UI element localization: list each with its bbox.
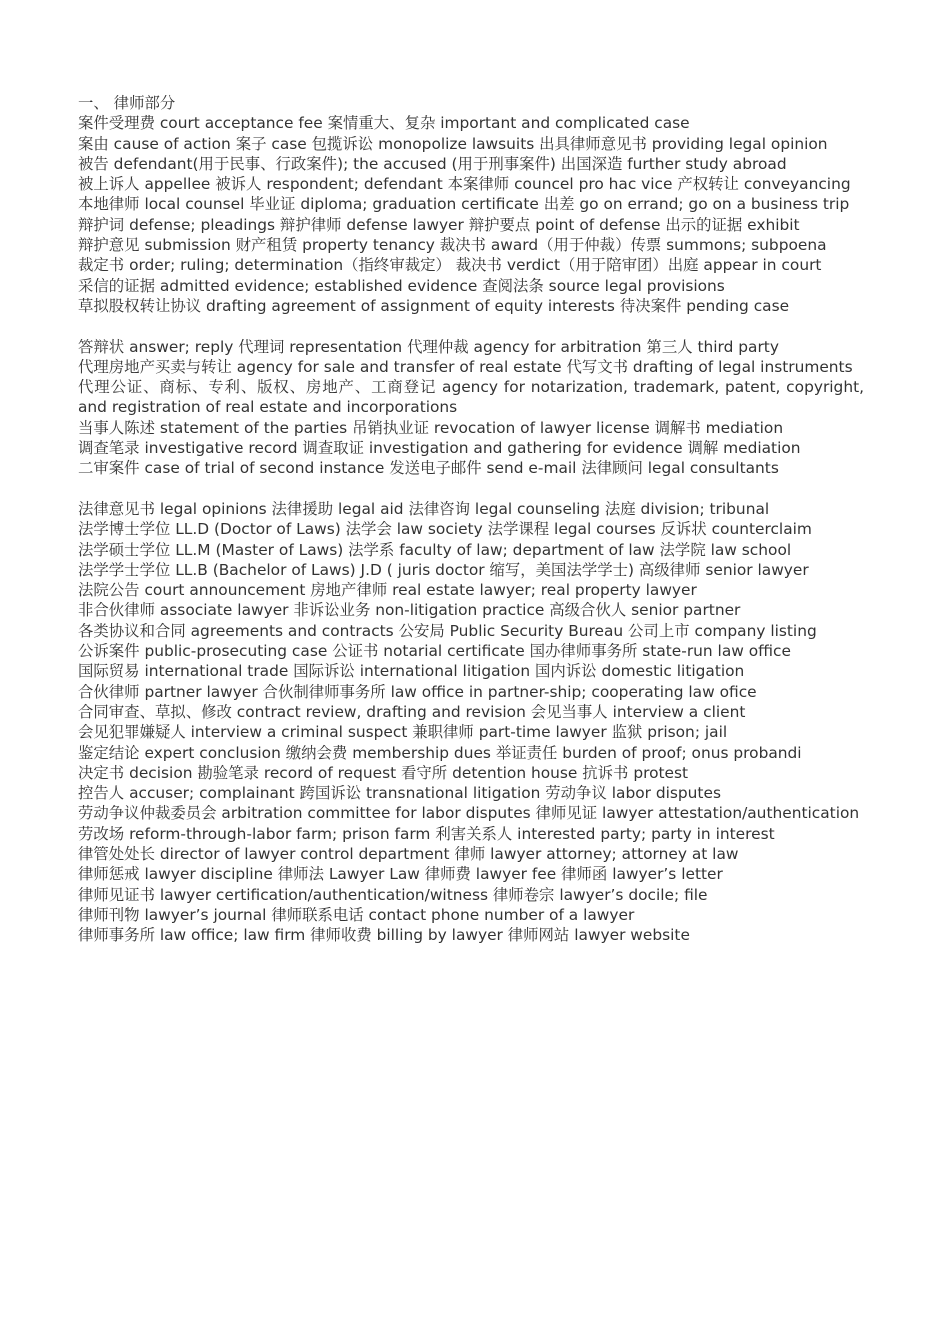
- glossary-line: 答辩状 answer; reply 代理词 representation 代理仲裁 agency for arbitration 第三人 third party: [78, 337, 779, 356]
- glossary-line: 本地律师 local counsel 毕业证 diploma; graduation certificate 出差 go on errand; go on a business trip: [78, 195, 850, 214]
- glossary-line: 采信的证据 admitted evidence; established evidence 查阅法条 source legal provisions: [78, 276, 725, 295]
- glossary-line: 被上诉人 appellee 被诉人 respondent; defendant 本案律师 councel pro hac vice 产权转让 conveyancing: [78, 175, 851, 194]
- blank-line: [78, 316, 864, 336]
- glossary-line: 法学学士学位 LL.B (Bachelor of Laws) J.D ( juris doctor 缩写，美国法学学士) 高级律师 senior lawyer: [78, 560, 809, 579]
- glossary-line: 案件受理费 court acceptance fee 案情重大、复杂 important and complicated case: [78, 114, 690, 133]
- section-heading: 一、 律师部分: [78, 94, 176, 112]
- glossary-line: 法律意见书 legal opinions 法律援助 legal aid 法律咨询 legal counseling 法庭 division; tribunal: [78, 499, 770, 518]
- glossary-line: 裁定书 order; ruling; determination（指终审裁定） 裁决书 verdict（用于陪审团）出庭 appear in court: [78, 256, 822, 275]
- glossary-line: 控告人 accuser; complainant 跨国诉讼 transnational litigation 劳动争议 labor disputes: [78, 784, 721, 803]
- glossary-line: 合同审查、草拟、修改 contract review, drafting and revision 会见当事人 interview a client: [78, 702, 746, 721]
- glossary-line: 调查笔录 investigative record 调查取证 investigation and gathering for evidence 调解 mediation: [78, 439, 801, 458]
- glossary-line: 劳动争议仲裁委员会 arbitration committee for labor disputes 律师见证 lawyer attestation/authentication: [78, 804, 860, 823]
- glossary-line: 鉴定结论 expert conclusion 缴纳会费 membership dues 举证责任 burden of proof; onus probandi: [78, 743, 802, 762]
- glossary-line: 草拟股权转让协议 drafting agreement of assignment of equity interests 待决案件 pending case: [78, 296, 790, 315]
- glossary-line: 非合伙律师 associate lawyer 非诉讼业务 non-litigation practice 高级合伙人 senior partner: [78, 601, 741, 620]
- glossary-line: 代理房地产买卖与转让 agency for sale and transfer of real estate 代写文书 drafting of legal instruments: [78, 357, 853, 376]
- glossary-line: 决定书 decision 勘验笔录 record of request 看守所 detention house 抗诉书 protest: [78, 763, 689, 782]
- glossary-line: 辩护意见 submission 财产租赁 property tenancy 裁决书 award（用于仲裁）传票 summons; subpoena: [78, 236, 827, 255]
- blank-line: [78, 479, 864, 499]
- glossary-line: 会见犯罪嫌疑人 interview a criminal suspect 兼职律师 part-time lawyer 监狱 prison; jail: [78, 723, 728, 742]
- glossary-line: 律师惩戒 lawyer discipline 律师法 Lawyer Law 律师费 lawyer fee 律师函 lawyer’s letter: [78, 865, 723, 884]
- glossary-line: 当事人陈述 statement of the parties 吊销执业证 revocation of lawyer license 调解书 mediation: [78, 418, 784, 437]
- glossary-line: 二审案件 case of trial of second instance 发送电子邮件 send e-mail 法律顾问 legal consultants: [78, 459, 779, 478]
- glossary-line: 国际贸易 international trade 国际诉讼 international litigation 国内诉讼 domestic litigation: [78, 662, 745, 681]
- glossary-line: 各类协议和合同 agreements and contracts 公安局 Public Security Bureau 公司上市 company listing: [78, 621, 817, 640]
- glossary-line: 代理公证、商标、专利、版权、房地产、工商登记 agency for notarization, trademark, patent, copyright, and registration of real estate and incorporations: [78, 378, 864, 417]
- glossary-line: 法学硕士学位 LL.M (Master of Laws) 法学系 faculty of law; department of law 法学院 law school: [78, 540, 792, 559]
- glossary-line: 法院公告 court announcement 房地产律师 real estate lawyer; real property lawyer: [78, 581, 697, 600]
- document-body: [78, 93, 864, 945]
- glossary-line: 劳改场 reform-through-labor farm; prison farm 利害关系人 interested party; party in interest: [78, 824, 775, 843]
- glossary-line: 律师事务所 law office; law firm 律师收费 billing by lawyer 律师网站 lawyer website: [78, 926, 690, 945]
- glossary-line: 律师见证书 lawyer certification/authentication/witness 律师卷宗 lawyer’s docile; file: [78, 885, 708, 904]
- glossary-line: 合伙律师 partner lawyer 合伙制律师事务所 law office in partner-ship; cooperating law ofice: [78, 682, 757, 701]
- glossary-line: 律师刊物 lawyer’s journal 律师联系电话 contact phone number of a lawyer: [78, 905, 635, 924]
- glossary-line: 辩护词 defense; pleadings 辩护律师 defense lawyer 辩护要点 point of defense 出示的证据 exhibit: [78, 215, 800, 234]
- glossary-line: 法学博士学位 LL.D (Doctor of Laws) 法学会 law society 法学课程 legal courses 反诉状 counterclaim: [78, 520, 812, 539]
- glossary-line: 案由 cause of action 案子 case 包揽诉讼 monopolize lawsuits 出具律师意见书 providing legal opinion: [78, 134, 828, 153]
- glossary-line: 律管处处长 director of lawyer control department 律师 lawyer attorney; attorney at law: [78, 844, 739, 863]
- glossary-line: 公诉案件 public-prosecuting case 公证书 notarial certificate 国办律师事务所 state-run law office: [78, 642, 791, 661]
- glossary-line: 被告 defendant(用于民事、行政案件); the accused (用于刑事案件) 出国深造 further study abroad: [78, 154, 787, 173]
